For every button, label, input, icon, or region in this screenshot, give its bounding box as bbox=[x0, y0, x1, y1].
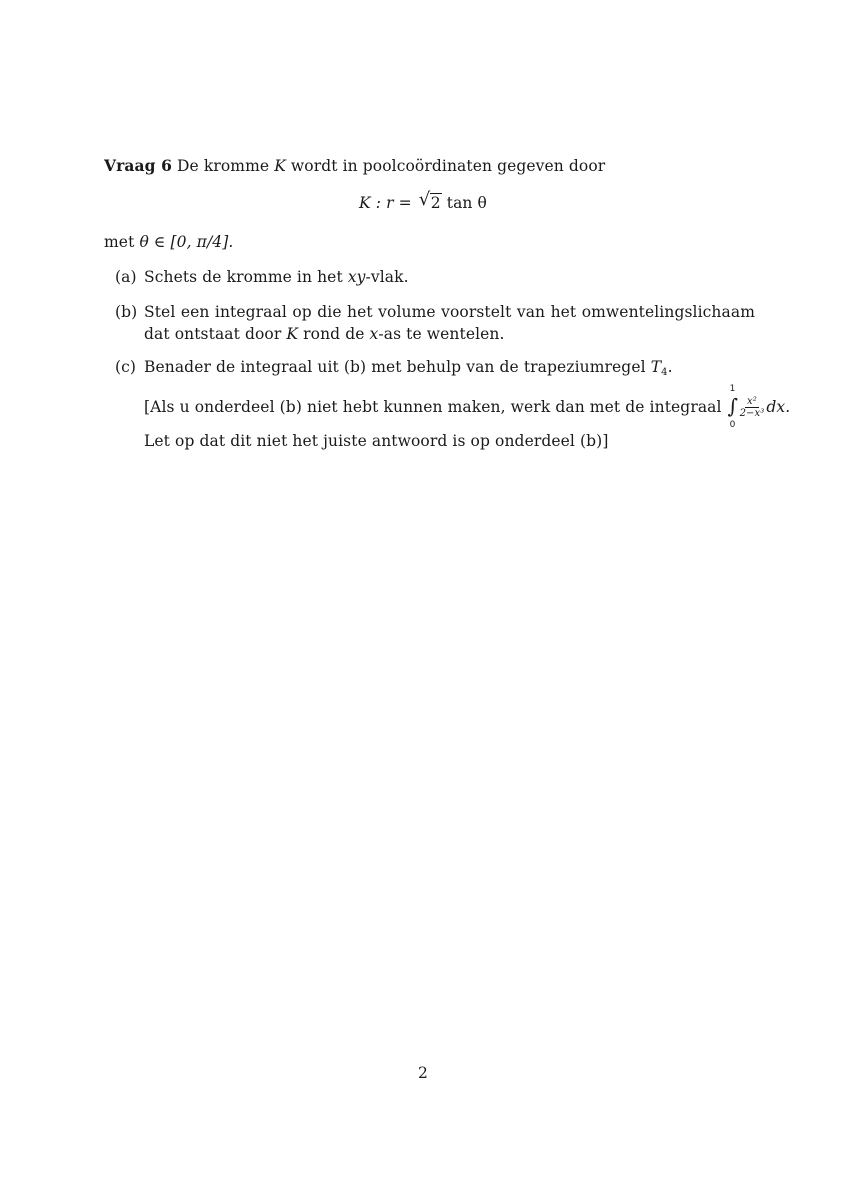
note-text-1: [Als u onderdeel (b) niet hebt kunnen maken, werk dan met de integraal bbox=[144, 398, 722, 416]
item-body bbox=[144, 301, 755, 345]
item-text-after: . bbox=[667, 358, 673, 376]
item-subscript: 4 bbox=[661, 367, 668, 378]
formula-rhs: tan θ bbox=[446, 194, 487, 212]
item-label: (b) bbox=[115, 303, 138, 321]
polar-formula bbox=[0, 189, 846, 214]
item-body bbox=[144, 266, 755, 288]
integral-upper-bound: 1 bbox=[729, 384, 736, 394]
item-math: xy bbox=[347, 268, 366, 286]
radical-sign: √ bbox=[418, 189, 431, 210]
curve-variable: K bbox=[274, 157, 286, 175]
integral-symbol bbox=[728, 384, 738, 430]
formula-lhs: K : r = bbox=[359, 194, 412, 212]
item-text: Benader de integraal uit (b) met behulp van de trapeziumregel bbox=[144, 358, 646, 376]
page-number: 2 bbox=[418, 1064, 428, 1082]
alternative-note bbox=[144, 384, 791, 452]
intro-text-before: De kromme bbox=[177, 157, 270, 175]
item-math: K bbox=[286, 325, 299, 343]
item-body bbox=[144, 356, 755, 378]
question-label: Vraag 6 bbox=[104, 156, 172, 175]
integral-lower-bound: 0 bbox=[729, 420, 736, 430]
note-line-1 bbox=[144, 384, 791, 430]
item-label: (c) bbox=[115, 358, 137, 376]
square-root bbox=[418, 189, 442, 214]
item-text-after: -vlak. bbox=[365, 268, 409, 286]
item-text-middle: rond de bbox=[303, 325, 365, 343]
intro-text-after: wordt in poolcoördinaten gegeven door bbox=[290, 157, 606, 175]
question-intro bbox=[104, 155, 764, 177]
integral-sign: ∫ bbox=[727, 394, 739, 418]
item-text: Stel een integraal op die het volume voorstelt van het omwentelingslichaam dat ontstaat door bbox=[144, 303, 755, 343]
item-b bbox=[115, 301, 755, 345]
alternative-integral bbox=[728, 384, 791, 430]
domain-line bbox=[104, 231, 233, 253]
item-label: (a) bbox=[115, 268, 137, 286]
item-a bbox=[115, 266, 755, 288]
integrand-fraction bbox=[739, 396, 766, 419]
fraction-denominator: 2−x³ bbox=[739, 407, 765, 419]
item-text-after: -as te wentelen. bbox=[378, 325, 505, 343]
item-c bbox=[115, 356, 755, 378]
domain-prefix: met bbox=[104, 233, 135, 251]
differential: dx. bbox=[766, 398, 791, 416]
item-math: T bbox=[650, 358, 662, 376]
radicand: 2 bbox=[430, 194, 441, 212]
domain-expression: θ ∈ [0, π/4]. bbox=[139, 233, 234, 251]
item-text: Schets de kromme in het bbox=[144, 268, 343, 286]
note-line-2: Let op dat dit niet het juiste antwoord is op onderdeel (b)] bbox=[144, 432, 609, 450]
fraction-numerator: x² bbox=[747, 395, 757, 407]
item-math-2: x bbox=[369, 325, 379, 343]
